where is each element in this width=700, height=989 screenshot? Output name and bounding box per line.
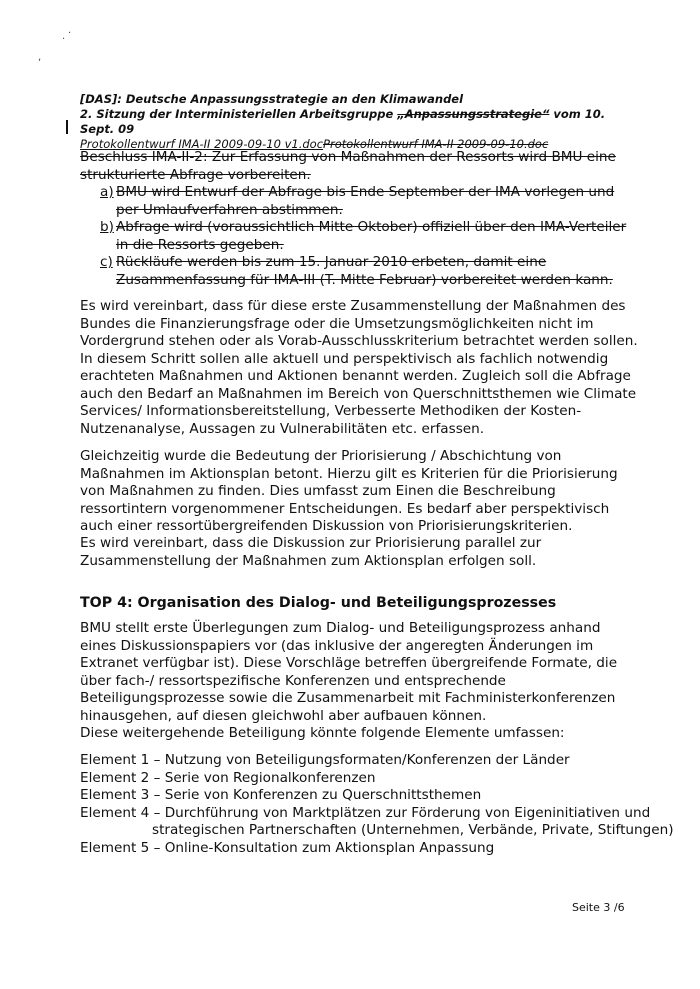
list-item [80,254,640,289]
list-item: Element 2 – Serie von Regionalkonferenzen [80,769,376,786]
scan-dot: · [62,34,66,45]
elements-list [80,752,674,857]
scan-dot: · [68,28,72,39]
list-item-text: Abfrage wird (voraussichtlich Mitte Oktober) offiziell über den IMA-Verteiler in die Ressorts gegeben. [116,219,627,253]
list-item-text: BMU wird Entwurf der Abfrage bis Ende September der IMA vorlegen und per Umlaufverfahren abstimmen. [116,184,615,218]
beschluss-list [80,184,640,289]
paragraph-1: Es wird vereinbart, dass für diese erste Zusammenstellung der Maßnahmen des Bundes die Finanzierungsfrage oder die Umsetzungsmöglichkeiten nicht im Vordergrund stehen oder als Vorab-Ausschlusskriterium betrachtet werden sollen. In diesem Schritt sollen alle aktuell und perspektivisch als fachlich notwendig erachteten Maßnahmen und Aktionen benannt werden. Zugleich soll die Abfrage auch den Bedarf an Maßnahmen im Bereich von Querschnittsthemen wie Climate Services/ Informationsbereitstellung, Verbesserte Methodiken der Kosten-Nutzenanalyse, Aussagen zu Vulnerabilitäten etc. erfassen. [80,298,638,437]
paragraph-2: Gleichzeitig wurde die Bedeutung der Priorisierung / Abschichtung von Maßnahmen im Aktionsplan betont. Hierzu gilt es Kriterien für die Priorisierung von Maßnahmen zu finden. Dies umfasst zum Einen die Beschreibung ressortintern vorgenommener Entscheidungen. Es bedarf aber perspektivisch auch einer ressortübergreifenden Diskussion von Priorisierungskriterien. [80,448,618,534]
document-header [80,92,640,152]
list-item-label: c) [100,254,113,270]
top4-paragraph-text: BMU stellt erste Überlegungen zum Dialog- und Beteiligungsprozess anhand eines Diskussionspapiers vor (das inklusive der angeregten Änderungen im Extranet verfügbar ist). Diese Vorschläge betreffen übergreifende Formate, die über fach-/ ressortspezifische Konferenzen und entsprechende Beteiligungsprozesse sowie die Zusammenarbeit mit Fachministerkonferenzen hinausgehen, auf diesen gleichwohl aber aufbauen können. [80,620,618,724]
list-item-continuation: strategischen Partnerschaften (Unternehmen, Verbände, Private, Stiftungen) [152,822,674,838]
list-item-label: b) [100,219,114,235]
filename-old: Protokollentwurf IMA-II 2009-09-10.doc [323,137,549,151]
header-meeting-c: vom 10. Sept. 09 [80,107,606,136]
scan-dot: , [38,52,42,63]
top4-paragraph-b: Diese weitergehende Beteiligung könnte folgende Elemente umfassen: [80,725,565,741]
list-item: Element 5 – Online-Konsultation zum Aktionsplan Anpassung [80,839,495,856]
header-meeting [80,107,640,137]
change-bar [66,120,68,134]
list-item [80,219,640,254]
page-number: Seite 3 /6 [572,901,625,914]
paragraph-3: Es wird vereinbart, dass die Diskussion zur Priorisierung parallel zur Zusammenstellung der Maßnahmen zum Aktionsplan erfolgen soll. [80,535,542,569]
header-meeting-b: „Anpassungsstrategie“ [397,107,550,121]
top4-paragraph [80,620,640,743]
beschluss-block [80,149,640,289]
header-title: [DAS]: Deutsche Anpassungsstrategie an den Klimawandel [80,92,464,106]
list-item-label: a) [100,184,114,200]
list-item: Element 3 – Serie von Konferenzen zu Querschnittsthemen [80,787,482,803]
filename-new: Protokollentwurf IMA-II 2009-09-10 v1.doc [80,137,324,151]
list-item: Element 4 – Durchführung von Marktplätzen zur Förderung von Eigeninitiativen und [80,804,651,821]
list-item [80,184,640,219]
list-item: Element 1 – Nutzung von Beteiligungsformaten/Konferenzen der Länder [80,752,570,768]
header-meeting-a: 2. Sitzung der Interministeriellen Arbeitsgruppe [80,107,398,121]
list-item-text: Rückläufe werden bis zum 15. Januar 2010 erbeten, damit eine Zusammenfassung für IMA-III (T. Mitte Februar) vorbereitet werden kann. [116,254,613,288]
beschluss-intro: Beschluss IMA-II-2: Zur Erfassung von Maßnahmen der Ressorts wird BMU eine strukturierte Abfrage vorbereiten. [80,149,616,183]
section-heading-top4: TOP 4: Organisation des Dialog- und Beteiligungsprozesses [80,595,557,611]
